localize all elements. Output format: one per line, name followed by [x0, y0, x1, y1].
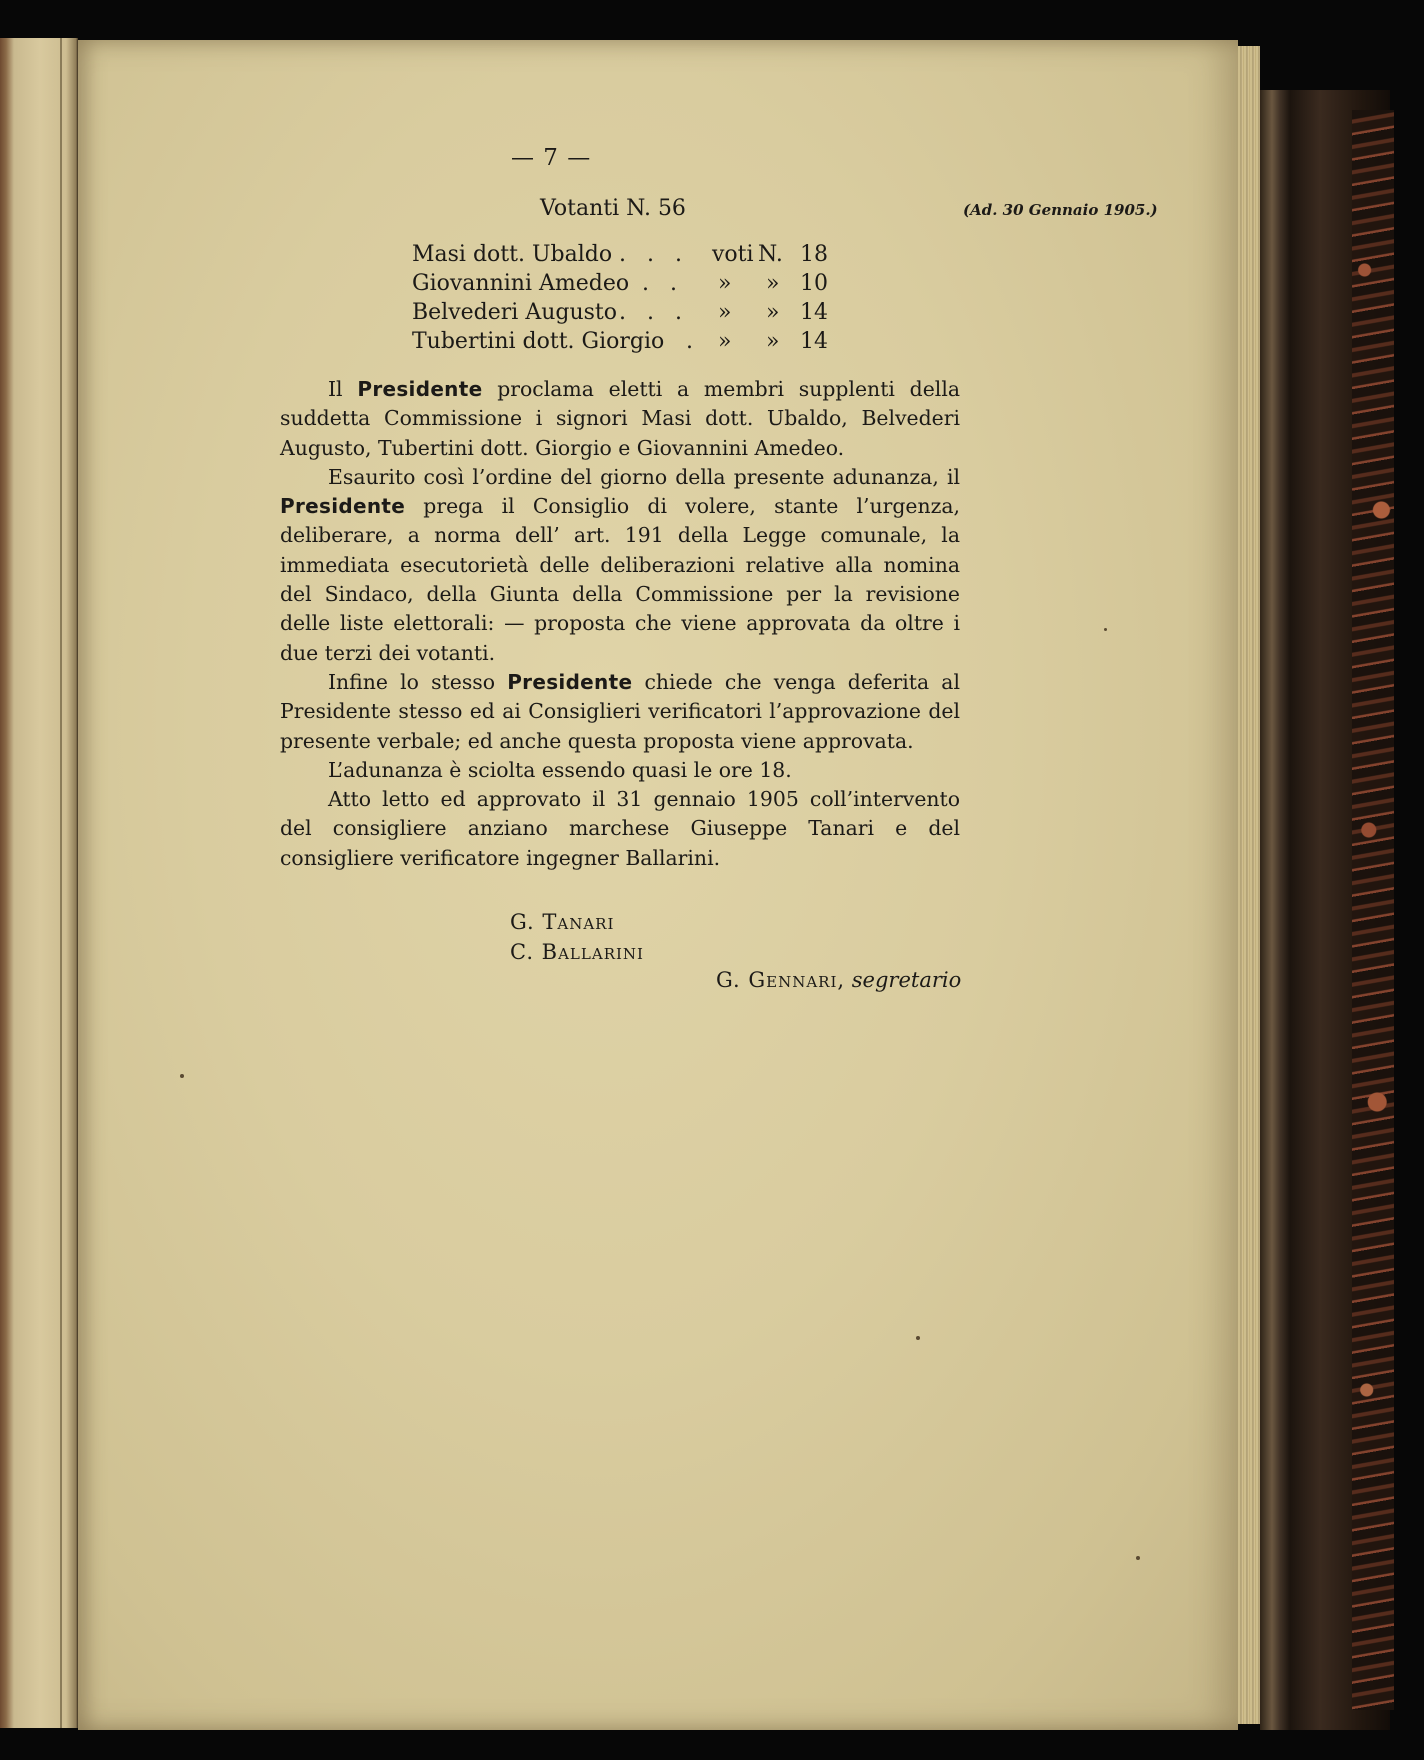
signature-ballarini: C. Ballarini [510, 940, 644, 964]
candidate-name: Tubertini dott. Giorgio [412, 329, 665, 354]
president-term: Presidente [507, 669, 633, 694]
votanti-count: Votanti N. 56 [540, 196, 686, 221]
text-run: Esaurito così l’ordine del giorno della presente adunanza, il [328, 464, 960, 489]
paragraph-approval [280, 668, 960, 756]
text-run: Il [328, 377, 358, 401]
vote-count: 18 [800, 242, 828, 267]
signature-gennari-name: G. Gennari, [716, 968, 846, 992]
page-stack-edges [1238, 46, 1260, 1724]
vote-label-number: N. [758, 242, 783, 267]
vote-count: 14 [800, 300, 828, 325]
text-run: chiede che venga deferita al Presidente stesso ed ai Consiglieri verificatori l’approvazione del presente verbale; ed anche questa proposta viene approvata. [280, 669, 960, 753]
candidate-name: Giovannini Amedeo [412, 271, 630, 296]
text-run: proclama eletti a membri supplenti della suddetta Commissione i signori Masi dott. Ubaldo, Belvederi Augusto, Tubertini dott. Giorgio e Giovannini Amedeo. [280, 377, 961, 460]
paragraph-adjournment: L’adunanza è sciolta essendo quasi le ore 18. [328, 757, 792, 782]
candidate-name: Masi dott. Ubaldo [412, 242, 613, 267]
leader-dots: . . . [619, 242, 689, 267]
vote-row [412, 300, 832, 330]
signature-gennari-role: segretario [851, 968, 962, 992]
minutes-body [280, 375, 960, 873]
president-term: Presidente [280, 494, 406, 519]
vote-label: » [718, 271, 732, 296]
vote-row [412, 329, 832, 359]
paper-speck [1136, 1556, 1140, 1560]
marbled-cover [1352, 110, 1394, 1710]
session-date-note: (Ad. 30 Gennaio 1905.) [963, 201, 1158, 219]
paragraph-read-approved: Atto letto ed approvato il 31 gennaio 1905 coll’intervento del consigliere anziano marchese Giuseppe Tanari e del consigliere verificatore ingegner Ballarini. [280, 787, 960, 870]
signature-tanari: G. Tanari [510, 910, 615, 934]
text-run: prega il Consiglio di volere, stante l’urgenza, deliberare, a norma dell’ art. 191 della Legge comunale, la immediata esecutorietà delle deliberazioni relative alla nomina del Sindaco, della Giunta della Commissione per la revisione delle liste elettorali: — proposta che viene approvata da oltre i due terzi dei votanti. [280, 494, 960, 665]
paper-speck [180, 1074, 184, 1078]
left-facing-page-edge [0, 38, 78, 1728]
vote-label: » [718, 329, 732, 354]
page-number: — 7 — [511, 145, 592, 171]
vote-label-number: » [766, 329, 780, 354]
vote-label-number: » [766, 271, 780, 296]
leader-dots: . . . [619, 300, 689, 325]
president-term: Presidente [357, 377, 483, 401]
vote-label-number: » [766, 300, 780, 325]
paragraph-proclamation [280, 375, 960, 463]
vote-label: voti [712, 242, 754, 267]
vote-count: 14 [800, 329, 828, 354]
leader-dots: . . [642, 271, 684, 296]
paper-speck [1104, 628, 1107, 631]
candidate-name: Belvederi Augusto [412, 300, 618, 325]
paper-speck [916, 1336, 920, 1340]
text-run: Infine lo stesso [328, 669, 508, 694]
vote-row [412, 271, 832, 301]
leader-dots: . [686, 329, 700, 354]
vote-label: » [718, 300, 732, 325]
vote-count: 10 [800, 271, 828, 296]
vote-row [412, 242, 832, 272]
signature-gennari [716, 968, 961, 992]
paragraph-urgency [280, 463, 960, 668]
